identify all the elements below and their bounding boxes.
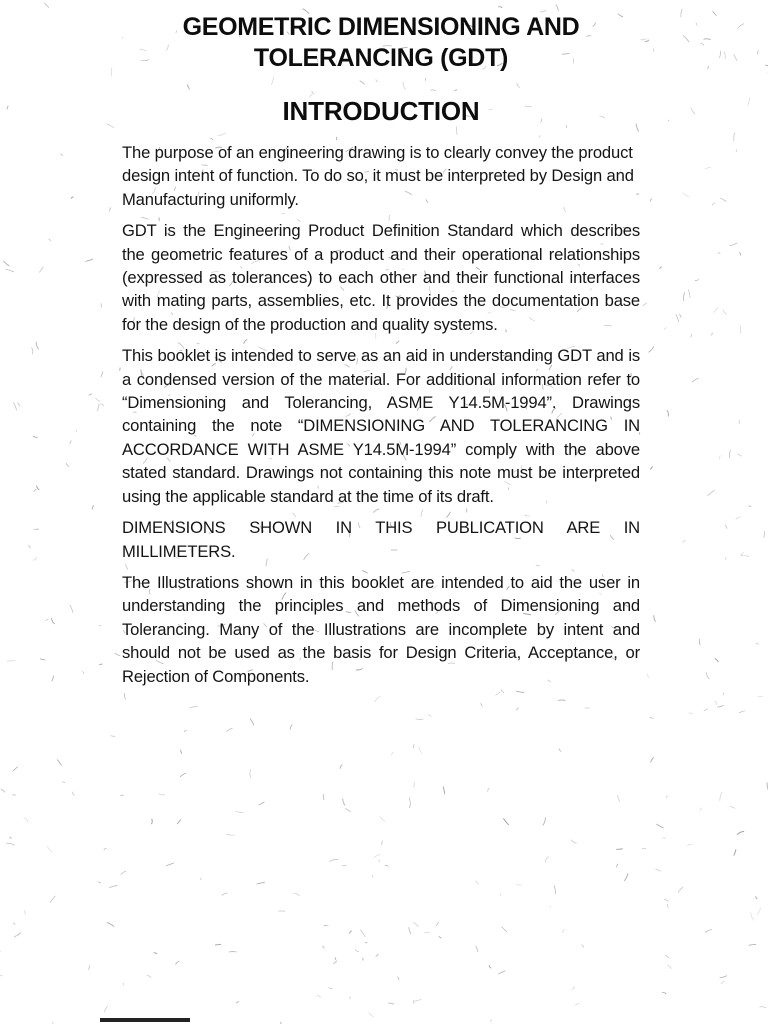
paper-speckle [115,653,121,656]
paper-speckle [13,794,16,795]
paper-speckle [98,882,101,884]
paper-speckle [6,269,15,272]
paper-speckle [725,525,727,529]
paper-speckle [704,709,708,711]
paper-speckle [181,750,182,754]
paper-speckle [61,154,63,156]
paper-speckle [720,792,722,801]
paper-speckle [323,794,324,800]
paper-speckle [730,243,738,246]
paper-speckle [180,773,186,777]
paper-speckle [739,253,740,256]
paper-speckle [662,992,666,994]
paper-speckle [738,454,742,456]
paper-speckle [475,881,478,885]
paper-speckle [723,310,726,315]
paper-speckle [372,875,373,877]
paper-speckle [110,208,111,212]
paper-speckle [109,885,117,887]
paper-speckle [13,923,15,925]
paper-speckle [89,394,92,396]
paper-speckle [414,999,421,1001]
paper-speckle [705,167,711,168]
paper-speckle [720,198,726,202]
paper-speckle [717,705,723,707]
paper-speckle [330,859,338,861]
paper-speckle [355,949,359,952]
paper-speckle [317,995,321,997]
paper-speckle [99,664,102,665]
paper-speckle [545,857,548,863]
paper-speckle [651,757,654,762]
paper-speckle [667,904,668,909]
paper-speckle [18,403,21,407]
paper-speckle [571,840,577,844]
paper-speckle [34,489,37,492]
paper-speckle [176,961,180,965]
paper-speckle [385,866,389,867]
paper-speckle [0,951,1,954]
paper-speckle [97,404,99,412]
paper-speckle [713,11,717,16]
paper-speckle [724,52,725,59]
paper-speckle [558,700,566,701]
paper-speckle [720,456,722,460]
paper-speckle [691,108,695,115]
paper-speckle [712,203,715,205]
paper-speckle [758,50,759,54]
paper-speckle [392,752,394,755]
section-heading-introduction: INTRODUCTION [282,96,480,126]
paper-speckle [642,848,646,849]
paper-speckle [293,893,300,896]
paper-speckle [278,911,285,912]
paper-speckle [667,966,671,969]
paper-speckle [340,765,342,769]
paper-speckle [335,957,336,959]
paper-speckle [349,997,350,999]
paper-speckle [689,713,692,714]
paper-speckle [250,769,251,778]
paper-speckle [409,797,410,805]
paper-speckle [764,531,765,538]
paper-speckle [32,348,33,355]
paper-speckle [104,848,107,850]
paper-speckle [734,849,736,855]
paper-speckle [107,923,114,927]
paper-speckle [342,865,347,866]
paper-speckle [650,466,652,469]
paper-speckle [616,849,622,850]
paper-speckle [290,725,292,730]
paper-speckle [705,930,712,933]
paper-speckle [382,840,383,845]
paper-speckle [650,717,654,719]
paper-speckle [476,946,478,952]
paper-speckle [119,368,120,371]
paper-speckle [734,54,738,61]
paper-speckle [683,193,690,197]
paragraph-units-notice: DIMENSIONS SHOWN IN THIS PUBLICATION ARE IN MILLIMETERS. [122,518,640,561]
paper-speckle [62,782,65,783]
paper-speckle [664,899,668,901]
paper-speckle [50,896,55,903]
paper-speckle [648,346,653,352]
paper-speckle [378,860,380,862]
paper-speckle [666,796,667,798]
document-title-line-2: TOLERANCING (GDT) [253,44,509,72]
paper-speckle [706,673,709,680]
paper-speckle [517,708,519,711]
paper-speckle [101,371,103,377]
paper-speckle [14,932,21,937]
paper-speckle [96,398,100,401]
paper-speckle [323,946,325,948]
paper-speckle [428,715,431,717]
paper-speckle [749,944,757,945]
paper-speckle [718,252,720,253]
paper-speckle [738,24,744,29]
paper-speckle [70,440,72,444]
paper-speckle [436,922,438,926]
paper-speckle [85,259,93,261]
paper-speckle [398,977,400,980]
paper-speckle [226,834,235,835]
paper-speckle [715,658,718,662]
paper-speckle [683,35,689,42]
paper-speckle [424,932,430,933]
paper-speckle [111,68,112,77]
paper-speckle [643,303,647,306]
paragraph-gdt-definition: GDT is the Engineering Product Definition Standard which describes the geometric features of a product and their operational relationships (expressed as tolerances) to each other and their functional interfaces with mating parts, assemblies, etc. It provides the documentation base for the design of the production and quality systems. [122,221,640,334]
paper-speckle [70,605,73,613]
paper-speckle [711,333,712,336]
paper-speckle [363,958,364,961]
document-title-line-1: GEOMETRIC DIMENSIONING AND [182,13,580,41]
paper-speckle [222,893,228,896]
paper-speckle [215,944,221,945]
paper-speckle [89,965,90,970]
paper-speckle [503,818,508,825]
paper-speckle [99,625,101,626]
paper-speckle [734,132,735,141]
paper-speckle [259,802,265,805]
paper-speckle [49,239,51,241]
paper-speckle [683,540,686,542]
paper-speckle [562,929,564,933]
paper-speckle [708,66,709,69]
paper-speckle [33,557,37,560]
paper-speckle [3,261,9,266]
paper-speckle [166,863,174,866]
paper-speckle [704,39,711,40]
paper-speckle [227,728,233,732]
paper-speckle [641,39,647,40]
document-title [122,12,640,74]
paper-speckle [667,410,669,416]
paper-speckle [699,639,700,645]
paper-speckle [66,463,69,466]
paragraph-purpose: The purpose of an engineering drawing is to clearly convey the product design intent of function. To do so, it must be interpreted by Design and Manufacturing uniformly. [122,143,634,209]
paper-speckle [715,701,717,705]
paper-speckle [708,490,715,495]
paper-speckle [111,736,115,737]
paper-speckle [152,819,153,824]
paper-speckle [18,934,20,935]
paper-speckle [0,975,2,977]
paper-speckle [189,706,197,708]
paper-speckle [365,942,367,943]
paper-speckle [82,672,83,674]
paper-speckle [681,9,683,18]
paper-speckle [409,927,411,934]
paragraph-booklet-scope: This booklet is intended to serve as an aid in understanding GDT and is a condensed version of the material. For additional information refer to “Dimensioning and Tolerancing, ASME Y14.5M-1994”. Drawings containing the note “DIMENSIONING AND TOLERANCING IN ACCORDANCE WITH ASME Y14.5M-1994” comply with the above stated standard. Drawings not containing this note must be interpreted using the applicable standard at the time of its draft. [122,346,640,506]
paper-speckle [654,615,656,622]
paper-speckle [71,197,73,199]
paper-speckle [328,988,333,989]
paper-speckle [324,925,329,926]
paper-speckle [236,1001,239,1003]
paper-speckle [723,693,724,695]
paper-speckle [47,847,52,853]
paper-speckle [729,450,730,458]
paper-speckle [13,402,16,410]
paper-speckle [345,808,350,811]
paper-speckle [52,676,54,682]
paper-speckle [92,505,94,509]
paper-speckle [413,1000,414,1003]
paper-speckle [250,719,254,726]
paper-speckle [44,3,49,8]
paper-speckle [687,844,692,845]
paper-speckle [154,952,158,953]
paper-speckle [756,644,759,645]
paper-speckle [333,961,337,964]
paper-speckle [554,885,556,894]
paper-speckle [480,704,482,707]
paper-speckle [7,106,8,110]
paper-speckle [380,816,385,821]
paper-speckle [751,912,754,920]
paper-speckle [550,906,552,908]
paper-speckle [748,97,750,106]
paper-speckle [655,869,661,871]
paper-speckle [749,506,752,507]
paper-speckle [656,824,663,828]
paper-speckle [498,7,502,8]
paper-speckle [695,280,699,281]
paper-speckle [719,51,720,58]
paper-speckle [516,884,522,885]
paper-speckle [489,965,491,968]
paper-speckle [736,517,741,520]
paper-speckle [739,711,745,713]
paper-speckle [624,874,628,881]
paper-speckle [177,820,181,825]
paper-speckle [720,976,727,978]
paper-speckle [714,307,718,313]
footer-rule [100,1018,190,1022]
paper-speckle [40,659,45,660]
paper-speckle [756,896,758,898]
paper-speckle [414,922,419,926]
paper-speckle [443,787,445,795]
paper-speckle [559,748,562,751]
paper-speckle [617,864,618,867]
paper-speckle [721,981,724,984]
paper-speckle [200,878,201,880]
paper-speckle [760,1007,766,1008]
paper-speckle [100,404,103,406]
paper-speckle [498,971,505,974]
paper-speckle [676,314,679,322]
paper-speckle [104,1006,107,1012]
paper-speckle [76,430,77,432]
paper-speckle [369,1013,374,1018]
paper-speckle [419,747,422,754]
paper-speckle [121,871,126,875]
paper-speckle [36,342,39,349]
paper-speckle [52,618,55,624]
paper-speckle [683,293,684,302]
paper-speckle [25,910,26,914]
paper-speckle [691,334,692,338]
paragraph-illustrations-disclaimer: The Illustrations shown in this booklet are intended to aid the user in understanding the principles and methods of Dimensioning and Tolerancing. Many of the Illustrations are incomplete by intent and should not be used as the basis for Design Criteria, Acceptance, or Rejection of Components. [122,572,640,686]
paper-speckle [39,267,43,273]
paper-speckle [737,831,744,834]
paper-speckle [439,936,442,938]
paper-speckle [572,987,575,990]
paper-speckle [650,199,651,202]
paper-speckle [660,267,662,269]
paper-speckle [488,788,490,792]
paper-speckle [645,40,649,42]
paper-speckle [360,930,365,937]
paper-speckle [413,744,414,748]
paper-speckle [700,43,703,45]
paper-speckle [388,1003,394,1004]
paper-speckle [374,854,381,858]
paper-speckle [376,954,379,957]
paper-speckle [159,794,165,795]
paper-speckle [581,945,584,948]
paper-speckle [696,23,697,26]
paper-speckle [679,314,681,317]
paper-speckle [617,795,619,801]
paper-speckle [10,837,12,839]
paper-speckle [107,124,114,128]
paper-speckle [375,696,381,702]
paper-speckle [349,931,352,934]
paper-speckle [184,730,187,731]
paper-speckle [575,1003,579,1005]
document-page [122,12,640,696]
paper-speckle [666,955,669,958]
paper-speckle [13,767,18,771]
paper-speckle [688,289,690,298]
paper-speckle [758,696,763,697]
paper-speckle [739,420,740,424]
paper-speckle [257,882,265,884]
paper-speckle [236,811,244,813]
paper-speckle [502,927,507,932]
paper-speckle [692,378,698,382]
paper-speckle [648,674,649,678]
paper-speckle [664,328,666,330]
paper-speckle [556,5,559,11]
paper-speckle [490,1020,491,1022]
paper-speckle [1,789,5,792]
paper-speckle [24,818,29,823]
paper-speckle [37,486,40,490]
paper-speckle [413,782,414,787]
paper-speckle [6,843,14,845]
paper-speckle [700,808,702,811]
paper-speckle [730,807,735,809]
paper-speckle [46,620,49,622]
paper-speckle [668,120,670,121]
paper-speckle [33,436,38,437]
paper-speckle [28,545,30,548]
paper-speckle [758,908,762,914]
paper-speckle [147,976,151,978]
paper-speckle [678,887,683,893]
paper-speckle [543,817,546,825]
paper-speckle [343,798,345,805]
paper-speckle [741,552,744,555]
paper-speckle [57,760,61,766]
paper-speckle [72,792,74,796]
